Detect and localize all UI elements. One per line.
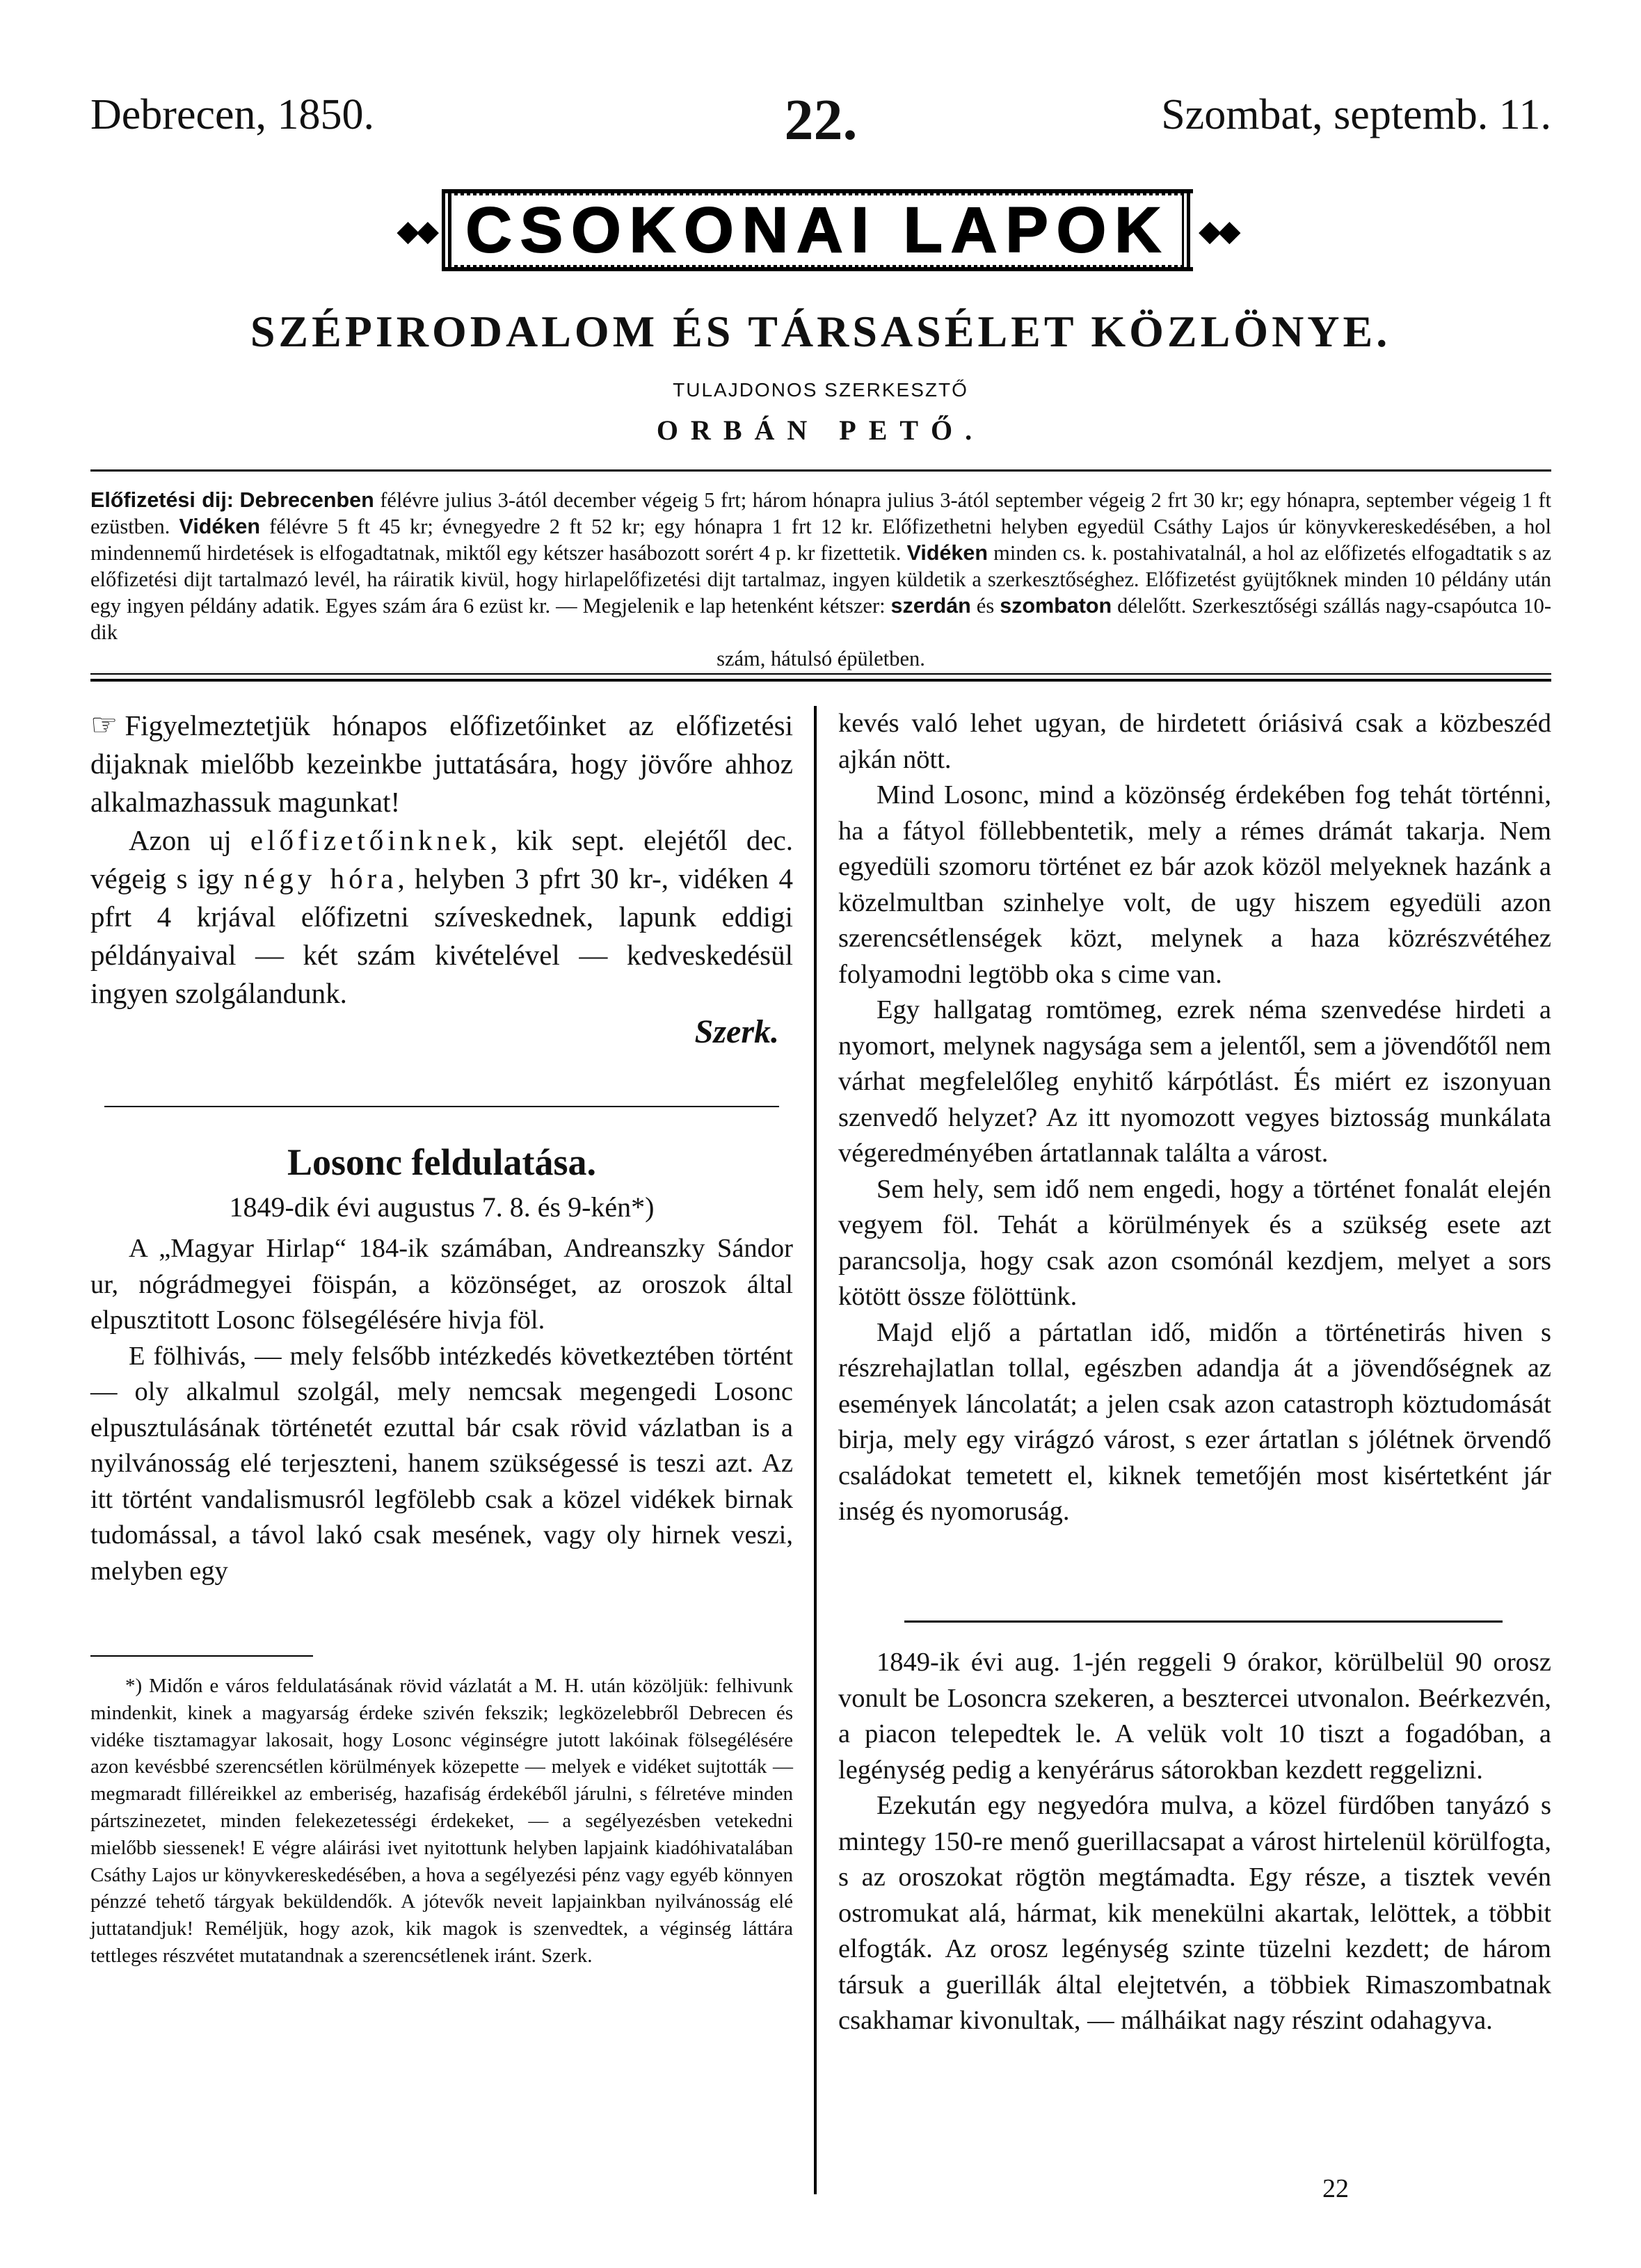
article-paragraph: A „Magyar Hirlap“ 184-ik számában, Andreanszky Sándor ur, nógrádmegyei föispán, a közönséget, az oroszok által elpusztitott Losonc fölsegélésére hivja föl. [90, 1234, 793, 1335]
article-paragraph: Egy hallgatag romtömeg, ezrek néma szenvedése hirdeti a nyomort, melynek nagysága sem a jelentől, sem a jövendőtől nem várhat megfelelőleg enyhitő kárpótlást. És miért ez iszonyuan szenvedő helyzet? Az itt nyomozott vegyes biztosság munkálata végeredményében ártatlannak találta a várost. [838, 995, 1551, 1168]
subscription-day-1: szerdán [890, 594, 971, 618]
owner-label: TULAJDONOS SZERKESZTŐ [673, 379, 968, 401]
subscription-videken-2: Vidéken [906, 541, 988, 565]
masthead [90, 90, 1551, 153]
newspaper-logo [379, 189, 1256, 271]
subscriber-notice [90, 706, 793, 1051]
subscription-videken-1: Vidéken [179, 515, 260, 538]
subscription-text-1: félévre julius 3-ától december végeig 5 frt; három hónapra julius 3-ától september végeig 2 frt 30 kr; egy hónapra, september végeig 1 ft ezüstben. [90, 488, 1551, 538]
footnote [90, 1673, 793, 1970]
subscription-info [90, 487, 1551, 672]
newspaper-subtitle: SZÉPIRODALOM ÉS TÁRSASÉLET KÖZLÖNYE. [250, 307, 1391, 356]
double-rule-bottom [90, 679, 1551, 682]
owner-name: ORBÁN PETŐ. [656, 415, 985, 446]
footnote-rule [90, 1655, 313, 1657]
article-paragraph: 1849-ik évi aug. 1-jén reggeli 9 órakor, körülbelül 90 orosz vonult be Losoncra szekeren, a besztercei utvonalon. Beérkezvén, a piacon telepedtek le. A velük volt 10 tiszt a fogadóban, a legénység pedig a kenyérárus sátorokban kezdett reggelizni. [838, 1648, 1551, 1785]
logo-title: CSOKONAI LAPOK [453, 195, 1181, 265]
article-right-column-bottom [838, 1645, 1551, 2039]
header-rule [90, 469, 1551, 472]
column-divider [814, 706, 817, 2194]
notice-text-2c: , kik sept. elejétől dec. végeig s igy [90, 824, 793, 894]
subscription-text-4: délelőtt. Szerkesztőségi szállás nagy-csapóutca 10-dik [90, 594, 1551, 644]
subscription-day-2: szombaton [1000, 594, 1112, 618]
article-paragraph: Majd eljő a pártatlan idő, midőn a történetirás hiven s részrehajlatlan tollal, egészben adandja át a jövendőségnek az események láncolatát; a jelen csak azon catastroph köztudomását birja, mely egy virágzó várost, s ezer ártatlan s jólétnek örvendő családokat temetett el, kiknek temetőjén most kisértetként jár inség és nyomoruság. [838, 1317, 1551, 1526]
notice-signature: Szerk. [694, 1013, 779, 1050]
article-left-column [90, 1231, 793, 1589]
logo-plate [442, 189, 1193, 271]
subscription-text-3: minden cs. k. postahivatalnál, a hol az előfizetés elfogadtatik s az előfizetési dijt tartalmazó levél, ha ráiratik kivül, hogy hirlapelőfizetési dijt tartalmaz, ingyen küldetik a szerkesztőséghez. Előfizetést gyüjtőknek minden 10 példány után egy ingyen példány adatik. Egyes szám ára 6 ezüst kr. — Megjelenik e lap hetenként kétszer: [90, 541, 1551, 618]
subscription-last-line: szám, hátulsó épületben. [717, 647, 925, 670]
notice-separator [104, 1106, 779, 1107]
notice-paragraph-1 [90, 706, 793, 821]
subscription-city: Debrecenben [239, 488, 374, 512]
article-paragraph: Mind Losonc, mind a közönség érdekében fog tehát történni, ha a fátyol föllebbentetik, mely a rémes drámát takarja. Nem egyedüli szomoru történet ez bár azok közöl melyeknek hazánk a közelmultban szinhelye volt, de ugy hiszem egyedüli azon szerencsétlenségek közt, melynek a haza közrészvétéhez folyamodni legtöbb oka s cime van. [838, 780, 1551, 989]
article-paragraph: kevés való lehet ugyan, de hirdetett óriásivá csak a közbeszéd ajkán nött. [838, 709, 1551, 774]
logo-right-ornament-icon: ◆◆ [1199, 213, 1238, 248]
masthead-date: Szombat, septemb. 11. [1161, 91, 1551, 138]
logo-left-ornament-icon: ◆◆ [397, 213, 436, 248]
section-rule [904, 1620, 1503, 1623]
footnote-text: *) Midőn e város feldulatásának rövid vázlatát a M. H. után közöljük: felhivunk mindenkit, kinek a magyarság érdeke szivén fekszik; legközelebbről Debrecen és vidéke tisztamagyar lakosait, hogy Losonc véginségre jutott lakóinak fölsegélésére azon kevésbbé szerencsétlen körülmények közepette — melyek e vidéket sujtották — megmaradt filléreikkel az emberiség, hazafiság érdekéből járulni, s félretéve minden pártszinezetet, minden felekezetességi érdekeket, — a segélyezésben vetekedni mielőbb siessenek! E végre aláirási ivet nyitottunk helyben lapjaink kiadóhivatalában Csáthy Lajos ur könyvkereskedésében, a hova a segélyezési pénz vagy egyéb könnyen pénzzé tehető tárgyak beküldendők. A jótevők neveit lapjainkban nyilvánosság elé juttatandjuk! Reméljük, hogy azok, kik magok is szenvedtek, a véginség láttára tettleges részvétet mutatandnak a szerencsétlenek iránt. Szerk. [90, 1675, 793, 1967]
article-right-column-top [838, 706, 1551, 1530]
notice-text-2e: , helyben 3 pfrt 30 kr-, vidéken 4 pfrt 4 krjával előfizetni szíveskednek, lapunk eddigi példányaival — két szám kivételével — kedveskedésül ingyen szolgálandunk. [90, 862, 793, 1009]
notice-text-2b: előfizetőinknek [250, 824, 490, 856]
issue-number: 22. [784, 88, 858, 152]
subscription-and: és [970, 594, 1000, 618]
masthead-city-year: Debrecen, 1850. [90, 91, 374, 138]
article-paragraph: Ezekután egy negyedóra mulva, a közel fürdőben tanyázó s mintegy 150-re menő guerillacsapat a várost hirtelenül körülfogta, s az oroszokat rögtön megtámadta. Egy része, a tisztek vevén ostromukat alá, hármat, kik menekülni akartak, lelöttek, a többit elfogták. Az orosz legénység szinte tüzelni kezdett; de három társuk a guerillák által elejtetvén, a többiek Rimaszombatnak csakhamar kivonultak, — málháikat nagy részint odahagyva. [838, 1791, 1551, 2035]
article-paragraph: E fölhivás, — mely felsőbb intézkedés következtében történt — oly alkalmul szolgál, mely nemcsak megengedi Losonc elpusztulásának történetét ezuttal bár csak rövid vázlatban is a nyilvánosság elé terjeszteni, hanem szükségessé is teszi azt. Az itt történt vandalismusról legfölebb csak a közel vidékek birnak tudomással, a távol lakó csak mesének, vagy oly hirnek veszi, melyben egy [90, 1341, 793, 1586]
subscription-label: Előfizetési dij: [90, 488, 234, 512]
notice-paragraph-2 [90, 821, 793, 1013]
article-title: Losonc feldulatása. [287, 1141, 597, 1183]
subscription-text-2: félévre 5 ft 45 kr; évnegyedre 2 ft 52 kr; egy hónapra 1 frt 12 kr. Előfizethetni helyben egyedül Csáthy Lajos úr könyvkereskedésében, a hol mindennemű hirdetések is elfogadtatnak, miktől egy kétszer hasábozott sorért 4 p. kr fizettetik. [90, 515, 1551, 565]
notice-text-2a: Azon uj [129, 824, 250, 856]
page-number: 22 [1322, 2174, 1349, 2203]
article-date: 1849-dik évi augustus 7. 8. és 9-kén*) [229, 1191, 655, 1223]
notice-text-2d: négy hóra [243, 862, 398, 894]
article-paragraph: Sem hely, sem idő nem engedi, hogy a történet fonalát elején vegyem föl. Tehát a körülmények és a szükség esete azt parancsolja, hogy csak azon csomónál kezdjem, melyet a sors kötött össze fölöttünk. [838, 1174, 1551, 1311]
notice-text-1: Figyelmeztetjük hónapos előfizetőinket az előfizetési dijaknak mielőbb kezeinkbe juttatására, hogy jövőre ahhoz alkalmazhassuk magunkat! [90, 709, 793, 818]
double-rule-top [90, 673, 1551, 675]
pointing-hand-icon: ☞ [90, 707, 118, 743]
